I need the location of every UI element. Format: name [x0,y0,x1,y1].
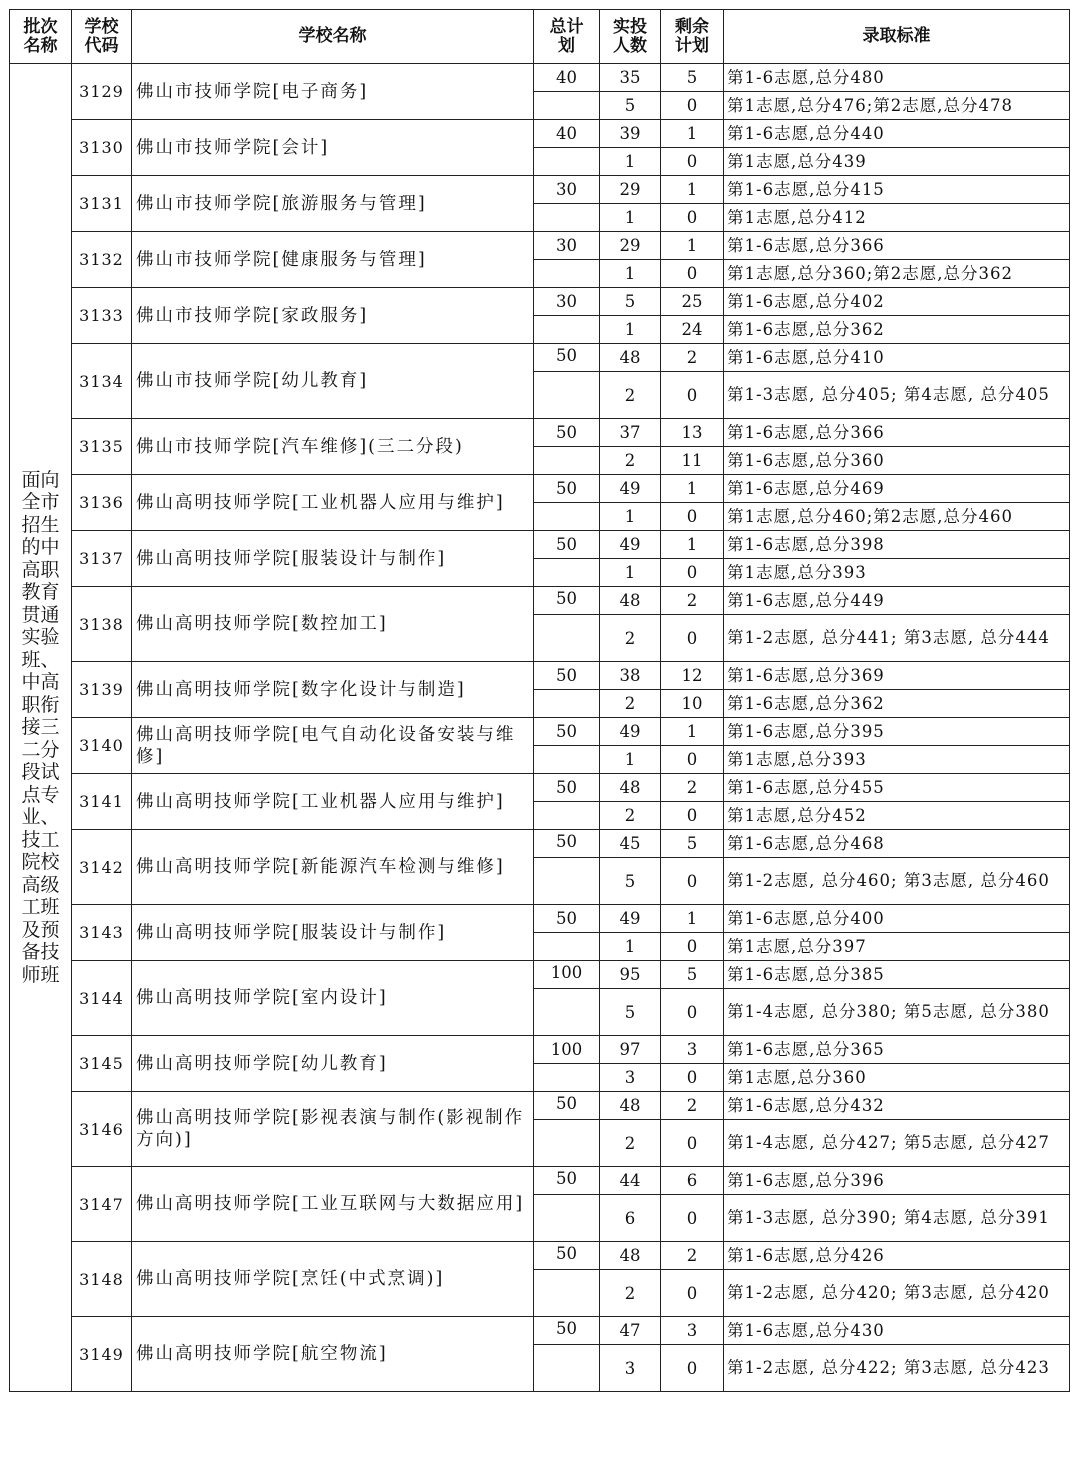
remaining-plan: 1 [661,905,724,933]
admission-standard: 第1志愿,总分452 [724,802,1070,830]
remaining-plan: 0 [661,1345,724,1392]
total-plan-empty [534,92,600,120]
school-code: 3144 [72,961,132,1036]
table-row [10,475,1070,503]
school-code: 3142 [72,830,132,905]
admission-standard: 第1-6志愿,总分400 [724,905,1070,933]
actual-count: 49 [600,905,661,933]
admission-standard: 第1-6志愿,总分366 [724,419,1070,447]
admission-standard: 第1-6志愿,总分362 [724,690,1070,718]
actual-count: 95 [600,961,661,989]
school-code: 3130 [72,120,132,176]
table-row [10,774,1070,802]
total-plan: 50 [534,344,600,372]
total-plan: 50 [534,587,600,615]
school-code: 3147 [72,1167,132,1242]
total-plan: 50 [534,1317,600,1345]
actual-count: 49 [600,531,661,559]
school-code: 3137 [72,531,132,587]
remaining-plan: 0 [661,148,724,176]
total-plan-empty [534,372,600,419]
admission-standard: 第1-6志愿,总分469 [724,475,1070,503]
school-name: 佛山市技师学院[健康服务与管理] [132,232,534,288]
actual-count: 1 [600,148,661,176]
actual-count: 48 [600,1092,661,1120]
actual-count: 2 [600,447,661,475]
admission-standard: 第1-6志愿,总分410 [724,344,1070,372]
table-row [10,531,1070,559]
actual-count: 5 [600,92,661,120]
admission-standard: 第1-6志愿,总分455 [724,774,1070,802]
actual-count: 48 [600,344,661,372]
actual-count: 47 [600,1317,661,1345]
admission-standard: 第1-6志愿,总分362 [724,316,1070,344]
admission-standard: 第1-3志愿, 总分405; 第4志愿, 总分405 [724,372,1070,419]
total-plan-empty [534,933,600,961]
school-name: 佛山高明技师学院[影视表演与制作(影视制作方向)] [132,1092,534,1167]
actual-count: 1 [600,559,661,587]
actual-count: 35 [600,64,661,92]
actual-count: 3 [600,1345,661,1392]
actual-count: 1 [600,260,661,288]
admission-standard: 第1-2志愿, 总分441; 第3志愿, 总分444 [724,615,1070,662]
total-plan: 50 [534,830,600,858]
actual-count: 49 [600,475,661,503]
admission-standard: 第1-2志愿, 总分460; 第3志愿, 总分460 [724,858,1070,905]
school-code: 3136 [72,475,132,531]
table-row [10,419,1070,447]
total-plan-empty [534,1195,600,1242]
school-name: 佛山高明技师学院[数控加工] [132,587,534,662]
header-batch: 批次名称 [10,10,72,64]
total-plan-empty [534,1120,600,1167]
header-standard: 录取标准 [724,10,1070,64]
remaining-plan: 1 [661,232,724,260]
total-plan: 50 [534,531,600,559]
remaining-plan: 2 [661,774,724,802]
header-total: 总计划 [534,10,600,64]
school-name: 佛山市技师学院[会计] [132,120,534,176]
admission-standard: 第1志愿,总分397 [724,933,1070,961]
admission-standard: 第1-2志愿, 总分422; 第3志愿, 总分423 [724,1345,1070,1392]
total-plan-empty [534,858,600,905]
remaining-plan: 3 [661,1036,724,1064]
school-code: 3133 [72,288,132,344]
total-plan-empty [534,615,600,662]
remaining-plan: 0 [661,746,724,774]
school-code: 3132 [72,232,132,288]
school-name: 佛山市技师学院[汽车维修](三二分段) [132,419,534,475]
total-plan-empty [534,1345,600,1392]
table-row [10,176,1070,204]
remaining-plan: 0 [661,260,724,288]
admission-standard: 第1志愿,总分393 [724,746,1070,774]
admission-standard: 第1-6志愿,总分365 [724,1036,1070,1064]
admission-standard: 第1-6志愿,总分468 [724,830,1070,858]
school-code: 3138 [72,587,132,662]
school-code: 3139 [72,662,132,718]
remaining-plan: 25 [661,288,724,316]
admission-standard: 第1-6志愿,总分396 [724,1167,1070,1195]
school-name: 佛山高明技师学院[航空物流] [132,1317,534,1392]
remaining-plan: 0 [661,559,724,587]
remaining-plan: 0 [661,615,724,662]
school-name: 佛山高明技师学院[新能源汽车检测与维修] [132,830,534,905]
actual-count: 2 [600,372,661,419]
total-plan: 100 [534,1036,600,1064]
school-name: 佛山高明技师学院[室内设计] [132,961,534,1036]
total-plan-empty [534,447,600,475]
school-name: 佛山市技师学院[家政服务] [132,288,534,344]
school-name: 佛山高明技师学院[工业机器人应用与维护] [132,774,534,830]
admission-standard: 第1-3志愿, 总分390; 第4志愿, 总分391 [724,1195,1070,1242]
school-name: 佛山市技师学院[旅游服务与管理] [132,176,534,232]
table-row [10,1242,1070,1270]
admission-standard: 第1志愿,总分439 [724,148,1070,176]
remaining-plan: 1 [661,531,724,559]
table-row [10,344,1070,372]
actual-count: 1 [600,503,661,531]
remaining-plan: 2 [661,1242,724,1270]
table-row [10,1167,1070,1195]
actual-count: 49 [600,718,661,746]
school-code: 3145 [72,1036,132,1092]
header-code: 学校代码 [72,10,132,64]
actual-count: 5 [600,288,661,316]
school-name: 佛山市技师学院[电子商务] [132,64,534,120]
school-name: 佛山高明技师学院[服装设计与制作] [132,531,534,587]
remaining-plan: 0 [661,1120,724,1167]
remaining-plan: 6 [661,1167,724,1195]
actual-count: 1 [600,933,661,961]
actual-count: 2 [600,1270,661,1317]
total-plan-empty [534,1270,600,1317]
batch-name: 面向全市招生的中高职教育贯通实验班、中高职衔接三二分段试点专业、技工院校高级工班及预备技师班 [10,64,72,1392]
school-code: 3131 [72,176,132,232]
school-name: 佛山高明技师学院[幼儿教育] [132,1036,534,1092]
remaining-plan: 1 [661,120,724,148]
remaining-plan: 0 [661,92,724,120]
total-plan-empty [534,503,600,531]
admission-standard: 第1-6志愿,总分385 [724,961,1070,989]
total-plan: 40 [534,64,600,92]
actual-count: 29 [600,232,661,260]
admission-standard: 第1志愿,总分476;第2志愿,总分478 [724,92,1070,120]
admission-standard: 第1-6志愿,总分432 [724,1092,1070,1120]
actual-count: 29 [600,176,661,204]
school-name: 佛山高明技师学院[电气自动化设备安装与维修] [132,718,534,774]
table-row [10,662,1070,690]
table-row [10,1092,1070,1120]
total-plan: 50 [534,419,600,447]
school-name: 佛山高明技师学院[工业机器人应用与维护] [132,475,534,531]
admission-standard: 第1-2志愿, 总分420; 第3志愿, 总分420 [724,1270,1070,1317]
total-plan: 40 [534,120,600,148]
admission-standard: 第1-6志愿,总分480 [724,64,1070,92]
actual-count: 6 [600,1195,661,1242]
admission-standard: 第1-6志愿,总分395 [724,718,1070,746]
remaining-plan: 0 [661,933,724,961]
total-plan: 50 [534,475,600,503]
school-name: 佛山高明技师学院[数字化设计与制造] [132,662,534,718]
admission-standard: 第1-6志愿,总分415 [724,176,1070,204]
admission-table [9,9,1070,1392]
actual-count: 5 [600,858,661,905]
remaining-plan: 0 [661,802,724,830]
total-plan-empty [534,690,600,718]
header-name: 学校名称 [132,10,534,64]
remaining-plan: 1 [661,176,724,204]
table-row [10,718,1070,746]
table-row [10,1317,1070,1345]
table-row [10,232,1070,260]
table-row [10,120,1070,148]
header-row [10,10,1070,64]
actual-count: 1 [600,746,661,774]
admission-standard: 第1-6志愿,总分360 [724,447,1070,475]
remaining-plan: 0 [661,989,724,1036]
total-plan: 50 [534,1167,600,1195]
school-code: 3134 [72,344,132,419]
actual-count: 37 [600,419,661,447]
admission-standard: 第1志愿,总分360;第2志愿,总分362 [724,260,1070,288]
table-row [10,288,1070,316]
actual-count: 3 [600,1064,661,1092]
total-plan: 50 [534,905,600,933]
admission-standard: 第1-6志愿,总分366 [724,232,1070,260]
admission-standard: 第1-6志愿,总分369 [724,662,1070,690]
table-row [10,905,1070,933]
actual-count: 1 [600,316,661,344]
remaining-plan: 2 [661,587,724,615]
actual-count: 44 [600,1167,661,1195]
actual-count: 45 [600,830,661,858]
school-code: 3143 [72,905,132,961]
actual-count: 5 [600,989,661,1036]
actual-count: 2 [600,690,661,718]
total-plan-empty [534,1064,600,1092]
actual-count: 2 [600,1120,661,1167]
admission-standard: 第1志愿,总分460;第2志愿,总分460 [724,503,1070,531]
admission-standard: 第1志愿,总分412 [724,204,1070,232]
remaining-plan: 5 [661,64,724,92]
remaining-plan: 5 [661,830,724,858]
remaining-plan: 2 [661,344,724,372]
total-plan-empty [534,204,600,232]
total-plan-empty [534,746,600,774]
admission-standard: 第1-6志愿,总分402 [724,288,1070,316]
remaining-plan: 13 [661,419,724,447]
total-plan: 30 [534,176,600,204]
actual-count: 1 [600,204,661,232]
total-plan: 50 [534,774,600,802]
remaining-plan: 1 [661,718,724,746]
admission-standard: 第1-6志愿,总分449 [724,587,1070,615]
admission-standard: 第1-6志愿,总分398 [724,531,1070,559]
total-plan-empty [534,989,600,1036]
table-row [10,1036,1070,1064]
actual-count: 97 [600,1036,661,1064]
remaining-plan: 24 [661,316,724,344]
school-code: 3140 [72,718,132,774]
actual-count: 48 [600,587,661,615]
table-row [10,587,1070,615]
school-code: 3149 [72,1317,132,1392]
school-code: 3135 [72,419,132,475]
admission-standard: 第1-6志愿,总分440 [724,120,1070,148]
remaining-plan: 0 [661,1195,724,1242]
header-remain: 剩余计划 [661,10,724,64]
school-name: 佛山高明技师学院[工业互联网与大数据应用] [132,1167,534,1242]
table-body [10,64,1070,1392]
total-plan: 50 [534,662,600,690]
remaining-plan: 11 [661,447,724,475]
admission-standard: 第1-4志愿, 总分380; 第5志愿, 总分380 [724,989,1070,1036]
remaining-plan: 0 [661,503,724,531]
remaining-plan: 1 [661,475,724,503]
total-plan: 50 [534,718,600,746]
total-plan: 30 [534,232,600,260]
total-plan: 50 [534,1092,600,1120]
total-plan-empty [534,260,600,288]
remaining-plan: 3 [661,1317,724,1345]
remaining-plan: 2 [661,1092,724,1120]
table-row [10,64,1070,92]
remaining-plan: 0 [661,1064,724,1092]
remaining-plan: 0 [661,372,724,419]
school-name: 佛山市技师学院[幼儿教育] [132,344,534,419]
school-name: 佛山高明技师学院[烹饪(中式烹调)] [132,1242,534,1317]
actual-count: 38 [600,662,661,690]
remaining-plan: 12 [661,662,724,690]
remaining-plan: 0 [661,1270,724,1317]
remaining-plan: 5 [661,961,724,989]
total-plan-empty [534,148,600,176]
school-code: 3129 [72,64,132,120]
table-row [10,830,1070,858]
actual-count: 48 [600,1242,661,1270]
actual-count: 48 [600,774,661,802]
school-code: 3146 [72,1092,132,1167]
actual-count: 2 [600,802,661,830]
admission-standard: 第1-4志愿, 总分427; 第5志愿, 总分427 [724,1120,1070,1167]
total-plan: 100 [534,961,600,989]
actual-count: 39 [600,120,661,148]
school-code: 3141 [72,774,132,830]
total-plan-empty [534,559,600,587]
admission-standard: 第1志愿,总分393 [724,559,1070,587]
admission-standard: 第1志愿,总分360 [724,1064,1070,1092]
school-name: 佛山高明技师学院[服装设计与制作] [132,905,534,961]
total-plan-empty [534,316,600,344]
remaining-plan: 10 [661,690,724,718]
total-plan-empty [534,802,600,830]
table-row [10,961,1070,989]
remaining-plan: 0 [661,858,724,905]
header-actual: 实投人数 [600,10,661,64]
total-plan: 30 [534,288,600,316]
actual-count: 2 [600,615,661,662]
total-plan: 50 [534,1242,600,1270]
remaining-plan: 0 [661,204,724,232]
admission-standard: 第1-6志愿,总分426 [724,1242,1070,1270]
school-code: 3148 [72,1242,132,1317]
admission-standard: 第1-6志愿,总分430 [724,1317,1070,1345]
